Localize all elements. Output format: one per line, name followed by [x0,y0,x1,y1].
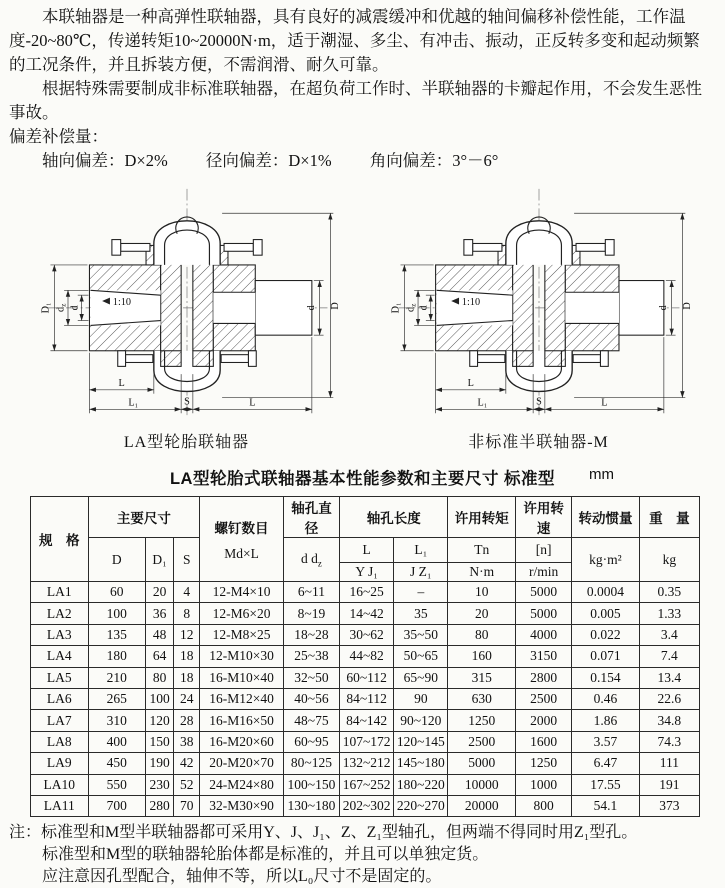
coupling-drawing-left [26,183,348,421]
dim-label-L-right: L [248,397,255,409]
table-cell: 1000 [515,774,571,795]
table-cell: 84~142 [340,710,394,731]
col-header-L-types: Y J₁ [340,563,394,582]
table-cell: 20 [146,582,174,603]
table-row [31,667,700,688]
table-cell: 64 [146,646,174,667]
table-row [31,688,700,709]
table-row [31,774,700,795]
col-header-n: [n] [515,538,571,563]
table-cell: 800 [515,795,571,816]
table-cell: 2500 [515,688,571,709]
table-cell: LA6 [31,688,89,709]
table-cell: 0.46 [572,688,640,709]
table-title: LA型轮胎式联轴器基本性能参数和主要尺寸 标准型 [169,470,556,488]
intro-section [9,5,716,173]
left-drawing-caption: LA型轮胎联轴器 [123,434,250,451]
table-cell: 2800 [515,667,571,688]
table-cell: 22.6 [639,688,699,709]
screws-label: 螺钉数目 [214,520,269,536]
table-cell: 16-M12×40 [200,688,284,709]
col-header-D1: D₁ [146,538,174,582]
table-cell: 60 [88,582,146,603]
dim-label-dz: dz [405,303,418,313]
table-cell: 48~75 [283,710,339,731]
col-header-L: L [340,538,394,563]
table-cell: 630 [448,688,516,709]
table-cell: 132~212 [340,753,394,774]
col-header-bore-dia: 轴孔直径 [283,497,339,538]
intro-paragraph-1: 本联轴器是一种高弹性联轴器，具有良好的减震缓冲和优越的轴间偏移补偿性能，工作温度-20~80℃，传递转矩10~20000N·m，适于潮湿、多尘、有冲击、振动，正反转多变和起动频繁的工况条件，并且拆装方便，不需润滑、耐久可靠。 [9,7,700,74]
table-cell: 32-M30×90 [200,795,284,816]
table-cell: LA10 [31,774,89,795]
table-cell: 34.8 [639,710,699,731]
table-cell: 1250 [515,753,571,774]
col-header-speed: 许用转速 [515,497,571,538]
dim-label-d-left: d [417,305,429,311]
table-cell: 400 [88,731,146,752]
col-header-screws [200,497,284,582]
dim-label-D1: D₁ [390,302,402,314]
table-cell: LA1 [31,582,89,603]
dim-label-L1: L₁ [127,397,138,409]
specs-table-body [31,582,700,817]
table-cell: 50~65 [394,646,448,667]
table-cell: 310 [88,710,146,731]
table-cell: 191 [639,774,699,795]
table-cell: 13.4 [639,667,699,688]
table-cell: 10 [448,582,516,603]
table-row [31,646,700,667]
drawing-right [376,183,702,452]
dim-label-L-top: L [467,377,474,389]
table-row [31,603,700,624]
table-cell: 90 [394,688,448,709]
table-cell: 210 [88,667,146,688]
right-drawing-caption: 非标准半联轴器-M [468,434,609,451]
table-cell: 8 [174,603,200,624]
table-cell: 280 [146,795,174,816]
col-header-main-dims: 主要尺寸 [88,497,200,538]
notes-section [9,822,716,888]
table-cell: 265 [88,688,146,709]
table-cell: 0.005 [572,603,640,624]
dim-label-d-left: d [68,305,80,311]
coupling-drawing-right [378,183,700,421]
table-cell: 160 [448,646,516,667]
col-header-Tn: Tn [448,538,516,563]
table-cell: 12-M4×10 [200,582,284,603]
table-cell: 180~220 [394,774,448,795]
dim-label-d-right: d [657,305,669,311]
table-cell: 18 [174,646,200,667]
table-cell: 450 [88,753,146,774]
table-cell: 3.57 [572,731,640,752]
table-cell: 16-M20×60 [200,731,284,752]
table-cell: 60~112 [340,667,394,688]
table-cell: LA5 [31,667,89,688]
table-cell: 130~180 [283,795,339,816]
table-cell: 150 [146,731,174,752]
table-cell: 220~270 [394,795,448,816]
table-cell: 0.022 [572,624,640,645]
table-cell: 35 [394,603,448,624]
table-cell: LA11 [31,795,89,816]
table-cell: – [394,582,448,603]
screws-formula: Md×L [224,545,259,561]
table-cell: 4000 [515,624,571,645]
table-cell: 12-M10×30 [200,646,284,667]
table-cell: 16-M10×40 [200,667,284,688]
col-header-torque: 许用转矩 [448,497,516,538]
table-cell: 32~50 [283,667,339,688]
table-cell: 0.0004 [572,582,640,603]
table-cell: 4 [174,582,200,603]
table-cell: 5000 [515,582,571,603]
table-cell: 12-M6×20 [200,603,284,624]
table-cell: 7.4 [639,646,699,667]
table-cell: 100 [146,688,174,709]
col-header-inertia: 转动惯量 [572,497,640,538]
table-cell: 24 [174,688,200,709]
table-row [31,753,700,774]
intro-paragraph-2: 根据特殊需要制成非标准联轴器，在超负荷工作时、半联轴器的卡瓣起作用，不会发生恶性事故。 [9,79,702,122]
dim-label-d-right: d [305,305,317,311]
dim-label-S: S [183,396,190,408]
radial-offset: 径向偏差：D×1% [205,151,332,170]
drawings-section [9,183,716,452]
dim-label-L-top: L [118,377,125,389]
table-cell: LA9 [31,753,89,774]
table-cell: 80~125 [283,753,339,774]
table-cell: 100 [88,603,146,624]
dim-label-L1: L₁ [477,397,487,409]
table-cell: 20 [448,603,516,624]
dim-label-D: D [329,302,341,310]
table-cell: 10000 [448,774,516,795]
table-row [31,731,700,752]
table-row [31,624,700,645]
table-cell: 70 [174,795,200,816]
table-cell: LA4 [31,646,89,667]
col-header-L1: L₁ [394,538,448,563]
table-cell: LA7 [31,710,89,731]
table-cell: 180 [88,646,146,667]
specs-table [30,496,700,817]
table-cell: 1.33 [639,603,699,624]
axial-offset: 轴向偏差：D×2% [42,151,168,170]
table-cell: 5000 [448,753,516,774]
table-cell: 1.86 [572,710,640,731]
table-cell: 54.1 [572,795,640,816]
table-cell: 35~50 [394,624,448,645]
table-cell: 90~120 [394,710,448,731]
note-line-1: 注：标准型和M型半联轴器都可采用Y、J、J₁、Z、Z₁型轴孔，但两端不得同时用Z₁型孔。 [9,824,638,842]
table-cell: 12 [174,624,200,645]
offset-compensation-title: 偏差补偿量： [9,127,108,146]
col-header-bore-len: 轴孔长度 [340,497,448,538]
table-cell: 230 [146,774,174,795]
table-cell: 120~145 [394,731,448,752]
table-cell: 20000 [448,795,516,816]
table-cell: 190 [146,753,174,774]
table-cell: 74.3 [639,731,699,752]
col-header-weight: 重 量 [639,497,699,538]
table-cell: 17.55 [572,774,640,795]
table-cell: 107~172 [340,731,394,752]
col-header-bore-dia-sym: d $d_z$ [283,538,339,582]
angular-offset: 角向偏差：3°－6° [369,151,499,170]
col-header-torque-unit: N·m [448,563,516,582]
table-cell: 135 [88,624,146,645]
table-cell: 2500 [448,731,516,752]
note-line-2: 标准型和M型的联轴器轮胎体都是标准的，并且可以单独定货。 [42,846,489,864]
table-cell: LA2 [31,603,89,624]
table-cell: 25~38 [283,646,339,667]
table-cell: 84~112 [340,688,394,709]
col-header-spec: 规 格 [31,497,89,582]
dim-label-D: D [681,302,693,310]
table-cell: 8~19 [283,603,339,624]
table-cell: 3150 [515,646,571,667]
note-line-3: 应注意因孔型配合，轴伸不等，所以L₀尺寸不是固定的。 [42,868,442,886]
table-cell: 16~25 [340,582,394,603]
table-cell: 315 [448,667,516,688]
table-cell: 700 [88,795,146,816]
offset-items [9,149,716,173]
table-cell: 36 [146,603,174,624]
table-cell: 44~82 [340,646,394,667]
dim-label-S: S [535,396,542,408]
table-cell: 0.154 [572,667,640,688]
table-cell: 373 [639,795,699,816]
table-cell: 18 [174,667,200,688]
table-cell: 6~11 [283,582,339,603]
col-header-D: D [88,538,146,582]
table-cell: 60~95 [283,731,339,752]
table-cell: LA3 [31,624,89,645]
table-cell: 1600 [515,731,571,752]
table-cell: 6.47 [572,753,640,774]
table-cell: 14~42 [340,603,394,624]
table-row [31,582,700,603]
table-cell: 80 [146,667,174,688]
table-cell: 2000 [515,710,571,731]
table-cell: 1250 [448,710,516,731]
table-cell: 3.4 [639,624,699,645]
table-cell: 100~150 [283,774,339,795]
dim-label-D1: D₁ [39,302,51,314]
table-cell: 12-M8×25 [200,624,284,645]
table-cell: 5000 [515,603,571,624]
table-cell: 145~180 [394,753,448,774]
table-title-row [9,465,716,489]
table-cell: 18~28 [283,624,339,645]
col-header-weight-unit: kg [639,538,699,582]
dim-label-L-right: L [600,397,607,409]
table-cell: 65~90 [394,667,448,688]
table-cell: 120 [146,710,174,731]
table-cell: 111 [639,753,699,774]
table-cell: 24-M24×80 [200,774,284,795]
table-cell: LA8 [31,731,89,752]
table-row [31,710,700,731]
table-cell: 38 [174,731,200,752]
table-cell: 80 [448,624,516,645]
table-cell: 202~302 [340,795,394,816]
col-header-speed-unit: r/min [515,563,571,582]
table-cell: 0.071 [572,646,640,667]
table-cell: 48 [146,624,174,645]
col-header-inertia-unit: kg·m² [572,538,640,582]
table-unit-label: mm [589,466,614,483]
table-cell: 40~56 [283,688,339,709]
table-cell: 0.35 [639,582,699,603]
table-cell: 20-M20×70 [200,753,284,774]
table-row [31,795,700,816]
col-header-L1-types: J Z₁ [394,563,448,582]
table-cell: 550 [88,774,146,795]
col-header-S: S [174,538,200,582]
taper-label: 1:10 [112,296,131,308]
taper-label: 1:10 [461,296,480,308]
table-cell: 42 [174,753,200,774]
table-cell: 28 [174,710,200,731]
table-cell: 16-M16×50 [200,710,284,731]
table-cell: 52 [174,774,200,795]
table-cell: 167~252 [340,774,394,795]
table-cell: 30~62 [340,624,394,645]
dim-label-dz: dz [55,303,68,313]
drawing-left [24,183,350,452]
